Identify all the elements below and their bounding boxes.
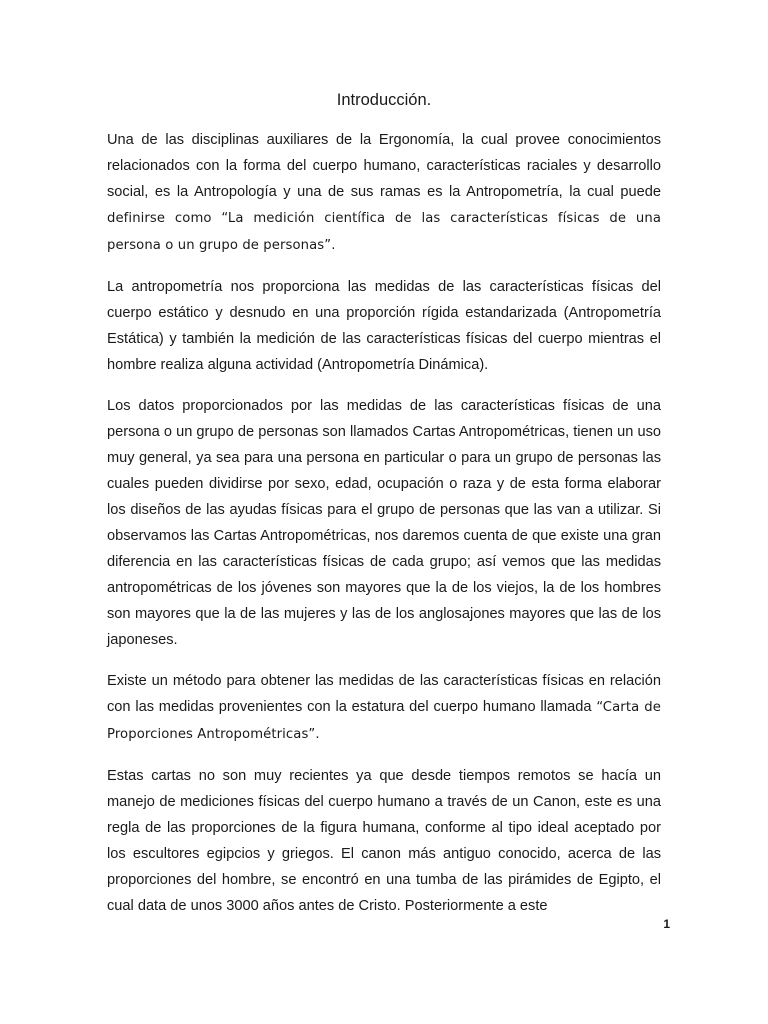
paragraph-4-text: Existe un método para obtener las medidas de las características físicas en relación con las medidas provenientes con la estatura del cuerpo humano llamada: [107, 673, 661, 715]
paragraph-5-text: Estas cartas no son muy recientes ya que desde tiempos remotos se hacía un manejo de mediciones físicas del cuerpo humano a través de un Canon, este es una regla de las proporciones de la figura humana, conforme al tipo ideal aceptado por los escultores egipcios y griegos. El canon más antiguo conocido, acerca de las proporciones del hombre, se encontró en una tumba de las pirámides de Egipto, el cual data de unos 3000 años antes de Cristo. Posteriormente a este: [107, 768, 661, 914]
paragraph-4-chart-name: “Carta de Proporciones Antropométricas”.: [107, 700, 661, 742]
paragraph-1-definition: definirse como “La medición científica de las características físicas de una persona o un grupo de personas”.: [107, 211, 661, 253]
paragraph-4: [107, 668, 661, 748]
paragraph-2-text: La antropometría nos proporciona las medidas de las características físicas del cuerpo estático y desnudo en una proporción rígida estandarizada (Antropometría Estática) y también la medición de las características físicas del cuerpo mientras el hombre realiza alguna actividad (Antropometría Dinámica).: [107, 279, 661, 373]
page-number: 1: [663, 917, 670, 931]
paragraph-5: [107, 763, 661, 919]
paragraph-2: [107, 274, 661, 378]
paragraph-3: [107, 393, 661, 653]
document-title: Introducción.: [336, 91, 432, 109]
paragraph-1: [107, 127, 661, 259]
document-body: [107, 127, 661, 934]
paragraph-1-text: Una de las disciplinas auxiliares de la Ergonomía, la cual provee conocimientos relacionados con la forma del cuerpo humano, características raciales y desarrollo social, es la Antropología y una de sus ramas es la Antropometría, la cual puede: [107, 132, 661, 200]
paragraph-3-text: Los datos proporcionados por las medidas de las características físicas de una persona o un grupo de personas son llamados Cartas Antropométricas, tienen un uso muy general, ya sea para una persona en particular o para un grupo de personas las cuales pueden dividirse por sexo, edad, ocupación o raza y de esta forma elaborar los diseños de las ayudas físicas para el grupo de personas que las van a utilizar. Si observamos las Cartas Antropométricas, nos daremos cuenta de que existe una gran diferencia en las características físicas de cada grupo; así vemos que las medidas antropométricas de los jóvenes son mayores que la de los viejos, la de los hombres son mayores que la de las mujeres y las de los anglosajones mayores que las de los japoneses.: [107, 398, 661, 648]
